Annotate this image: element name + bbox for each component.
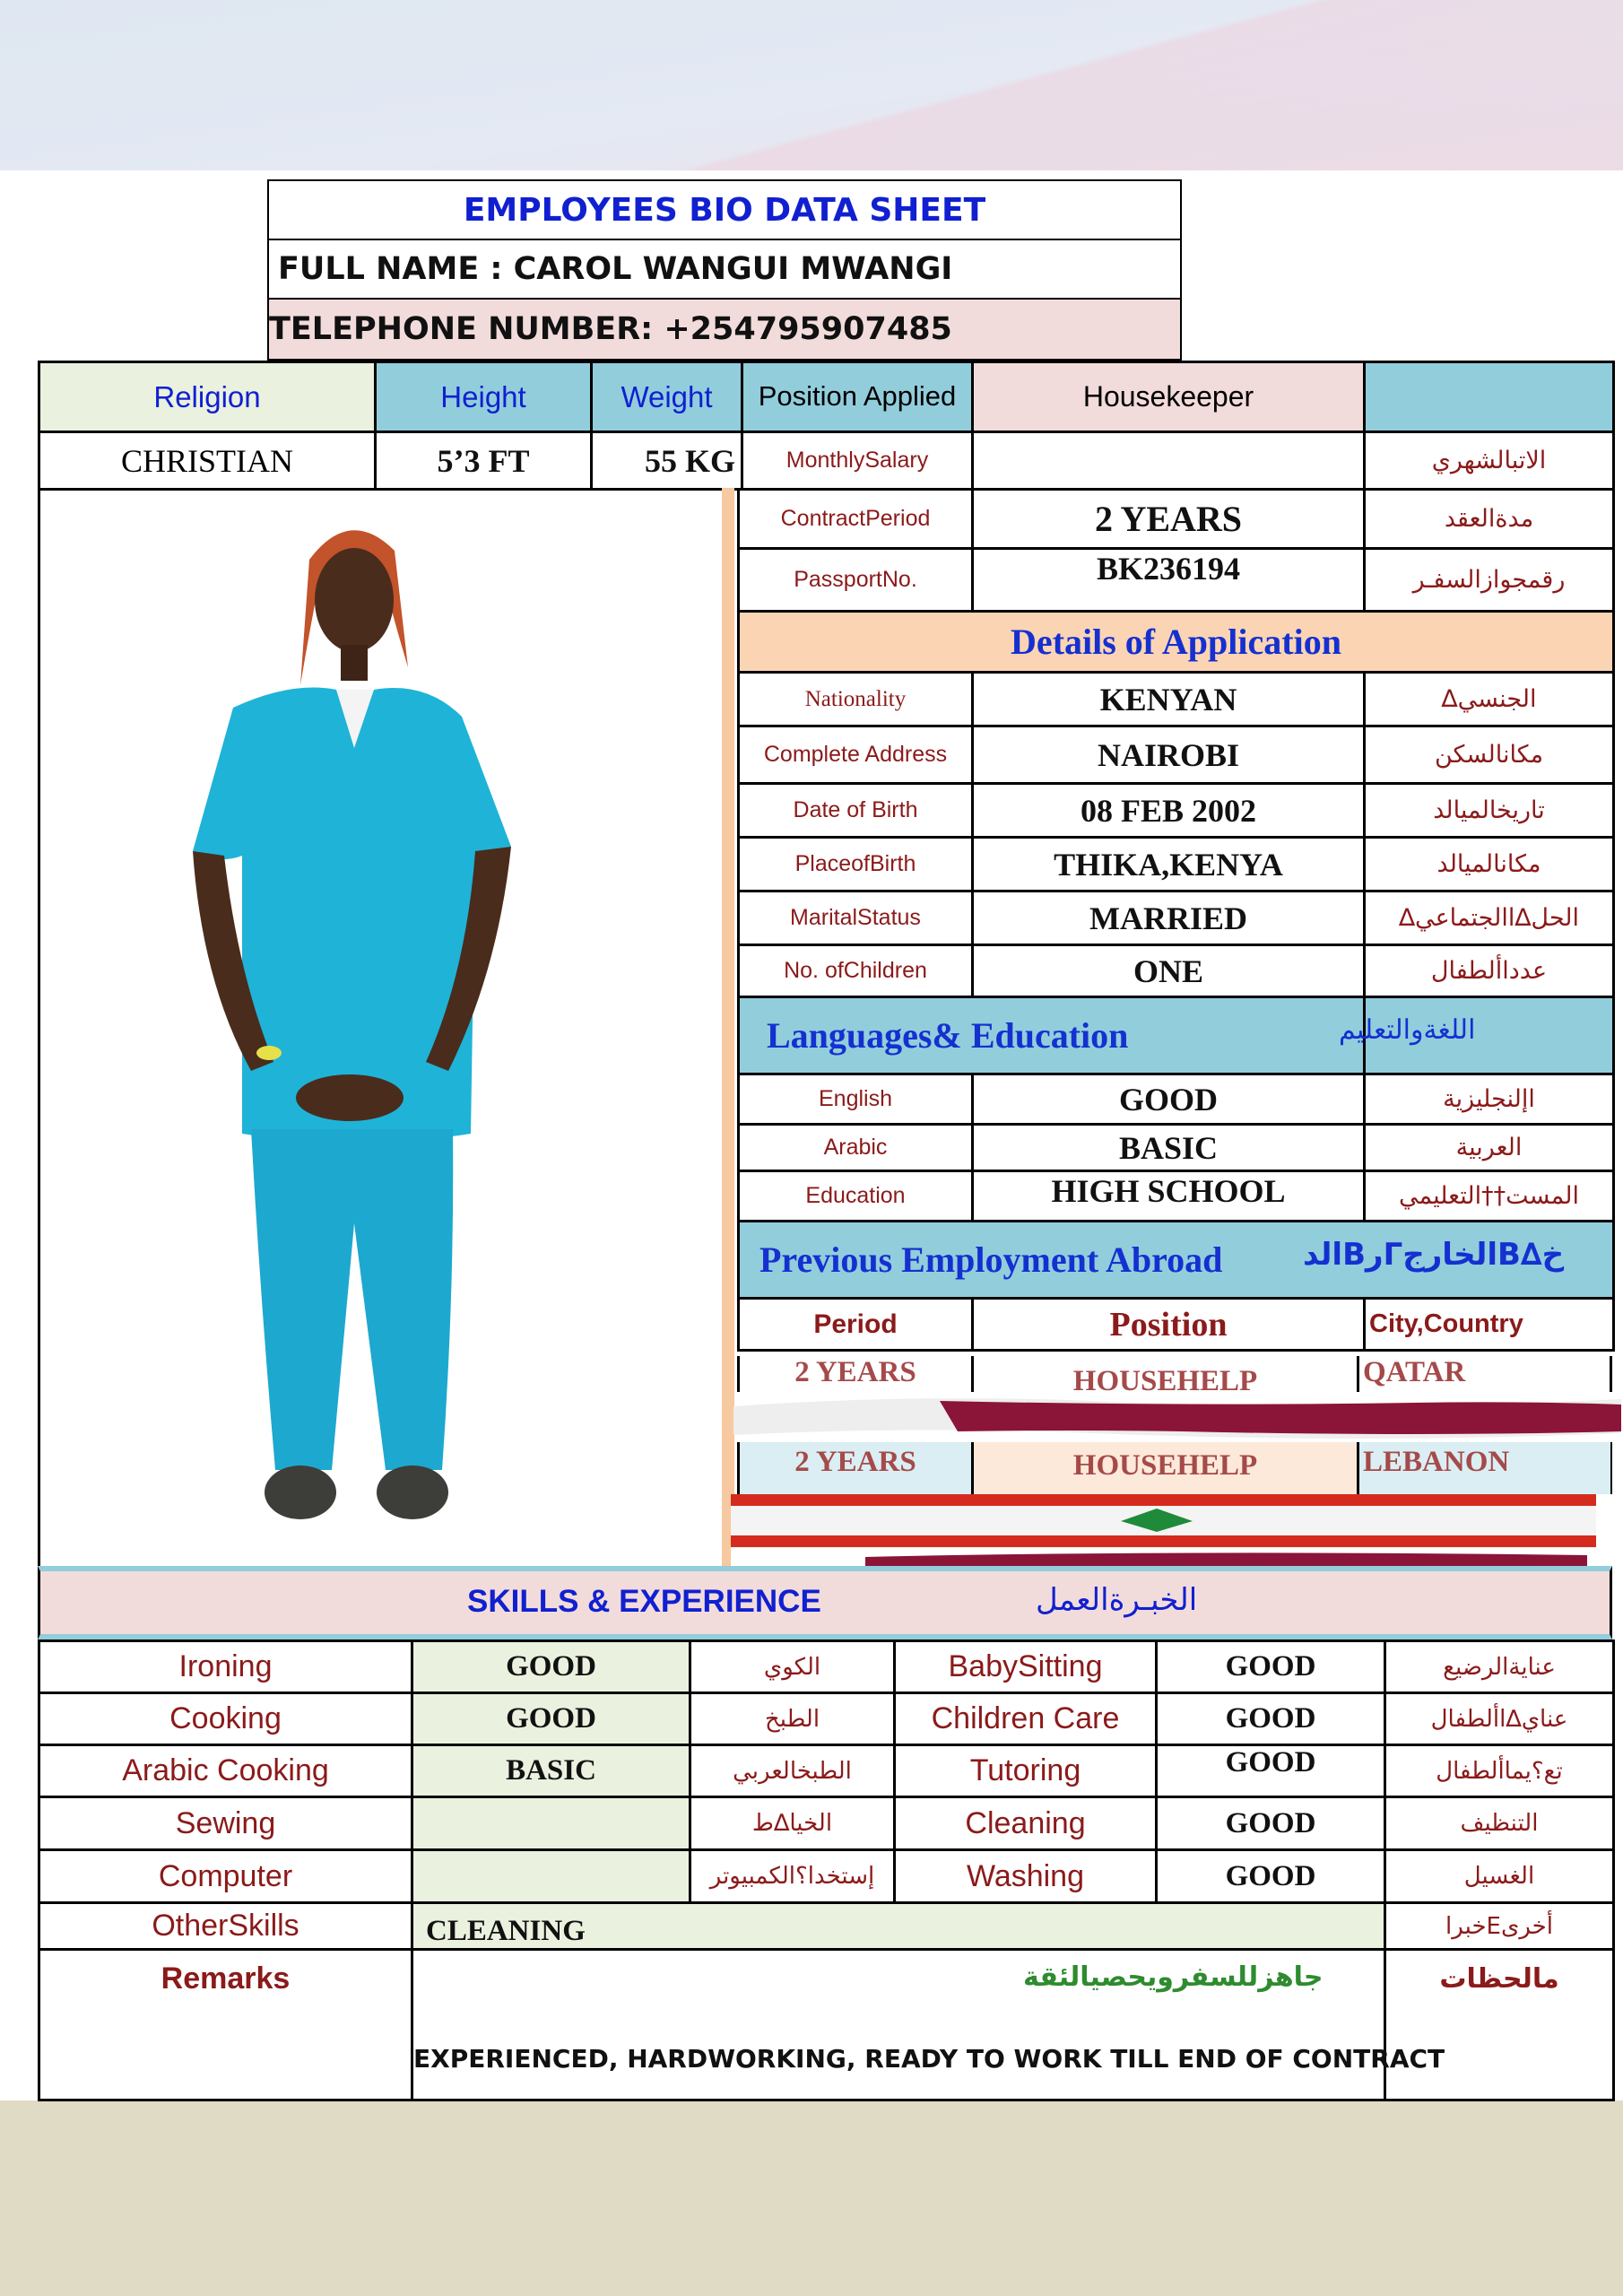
- qatar-flag-banner: [733, 1390, 1621, 1444]
- skill-arabic-cooking-value: BASIC: [412, 1745, 690, 1797]
- monthly-salary-value: [973, 432, 1365, 490]
- address-value: NAIROBI: [973, 726, 1365, 784]
- employment-row-1-period: 2 YEARS: [740, 1356, 974, 1392]
- address-label: Complete Address: [739, 726, 973, 784]
- position-header: Position: [973, 1299, 1365, 1351]
- nationality-arabic: الجنسي∆: [1365, 673, 1614, 726]
- passport-arabic: رقمجوازالسفـر: [1365, 549, 1614, 612]
- telephone-number: TELEPHONE NUMBER: +254795907485: [267, 298, 1182, 361]
- education-value: HIGH SCHOOL: [973, 1171, 1365, 1222]
- skill-babysitting-value: GOOD: [1157, 1641, 1385, 1693]
- skill-cooking-label: Cooking: [39, 1693, 412, 1745]
- employment-title-arabic: الدBرΓالخارجB∆خ: [1303, 1237, 1565, 1273]
- employment-row-2-position: HOUSEHELP: [974, 1442, 1359, 1494]
- remarks-content: [412, 1950, 1445, 2100]
- skills-section-title: SKILLS & EXPERIENCE: [467, 1584, 821, 1619]
- skill-cooking-value: GOOD: [412, 1693, 690, 1745]
- skills-section-header: [38, 1566, 1612, 1639]
- employment-row-2: [737, 1442, 1612, 1494]
- employment-title-text: Previous Employment Abroad: [759, 1239, 1223, 1280]
- employment-row-1: [737, 1356, 1612, 1397]
- nationality-value: KENYAN: [973, 673, 1365, 726]
- photo-frame: [38, 488, 726, 1569]
- address-arabic: مكانالسكن: [1365, 726, 1614, 784]
- marital-label: MaritalStatus: [739, 891, 973, 945]
- skill-sewing-value: [412, 1797, 690, 1850]
- period-header: Period: [739, 1299, 973, 1351]
- arabic-value: BASIC: [973, 1125, 1365, 1171]
- height-value: 5’3 FT: [376, 432, 592, 490]
- languages-arabic-text: اللغةوالتعليم: [1339, 1015, 1476, 1045]
- skill-washing-value: GOOD: [1157, 1850, 1385, 1903]
- children-arabic: عدداألطفال: [1365, 945, 1614, 997]
- weight-value: 55 KG: [592, 432, 742, 490]
- skill-washing-label: Washing: [895, 1850, 1157, 1903]
- arabic-label: Arabic: [739, 1125, 973, 1171]
- employment-row-1-city: QATAR: [1363, 1356, 1466, 1388]
- religion-value: CHRISTIAN: [39, 432, 376, 490]
- city-header: City,Country: [1365, 1299, 1614, 1351]
- bottom-decorative-band: [0, 2100, 1623, 2296]
- skill-cleaning-label: Cleaning: [895, 1797, 1157, 1850]
- nationality-label: Nationality: [739, 673, 973, 726]
- languages-section-arabic: [1339, 997, 1614, 1074]
- skill-sewing-label: Sewing: [39, 1797, 412, 1850]
- skill-tutoring-label: Tutoring: [895, 1745, 1157, 1797]
- skill-cooking-arabic: الطبخ: [690, 1693, 895, 1745]
- education-arabic: المست††التعليمي: [1365, 1171, 1614, 1222]
- skill-childcare-value: GOOD: [1157, 1693, 1385, 1745]
- skill-ironing-arabic: الكوي: [690, 1641, 895, 1693]
- remarks-arabic-label: مالحظات: [1385, 1950, 1614, 2100]
- employee-photo: [40, 488, 729, 1569]
- lebanon-flag-banner: [731, 1491, 1619, 1571]
- employment-section-title: [739, 1222, 1614, 1299]
- marital-arabic: الحل∆االجتماعي∆: [1365, 891, 1614, 945]
- skill-tutoring-value: GOOD: [1157, 1745, 1385, 1797]
- languages-section-title: Languages& Education: [739, 997, 1365, 1074]
- skill-computer-label: Computer: [39, 1850, 412, 1903]
- english-label: English: [739, 1074, 973, 1125]
- skill-tutoring-arabic: تع؟يماألطفال: [1385, 1745, 1614, 1797]
- skill-arabic-cooking-label: Arabic Cooking: [39, 1745, 412, 1797]
- top-decorative-band: [0, 0, 1623, 170]
- employment-row-2-city: LEBANON: [1359, 1442, 1610, 1494]
- contract-period-value: 2 YEARS: [973, 490, 1365, 549]
- skill-babysitting-arabic: عنايةالرضيع: [1385, 1641, 1614, 1693]
- contract-period-arabic: مدةالعقد: [1365, 490, 1614, 549]
- children-label: No. ofChildren: [739, 945, 973, 997]
- contract-period-label: ContractPeriod: [739, 490, 973, 549]
- passport-value: BK236194: [973, 549, 1365, 612]
- weight-label: Weight: [592, 362, 742, 432]
- details-section-title: Details of Application: [739, 612, 1614, 673]
- english-value: GOOD: [973, 1074, 1365, 1125]
- dob-label: Date of Birth: [739, 784, 973, 838]
- skill-computer-arabic: إستخدا؟الكمبيوتر: [690, 1850, 895, 1903]
- position-applied-label: Position Applied: [742, 362, 973, 432]
- dob-value: 08 FEB 2002: [973, 784, 1365, 838]
- other-skills-label: OtherSkills: [39, 1903, 412, 1950]
- position-arabic-cell: [1365, 362, 1614, 432]
- skill-arabic-cooking-arabic: الطبخالعربي: [690, 1745, 895, 1797]
- document-title: EMPLOYEES BIO DATA SHEET: [267, 179, 1182, 240]
- religion-label: Religion: [39, 362, 376, 432]
- full-name: FULL NAME : CAROL WANGUI MWANGI: [267, 239, 1182, 300]
- pob-arabic: مكانالميالد: [1365, 838, 1614, 891]
- skill-computer-value: [412, 1850, 690, 1903]
- other-skills-value: CLEANING: [412, 1903, 1385, 1950]
- skills-table: [38, 1639, 1615, 2101]
- remarks-arabic-line: جاهزللسفرويحصيالئقة: [1023, 1961, 1324, 1993]
- top-info-table: [38, 361, 1615, 491]
- other-skills-arabic: خبراEأخرى: [1385, 1903, 1614, 1950]
- employment-row-1-position: HOUSEHELP: [974, 1356, 1359, 1392]
- employment-row-2-period: 2 YEARS: [740, 1442, 974, 1494]
- pob-value: THIKA,KENYA: [973, 838, 1365, 891]
- details-table: [737, 488, 1615, 1352]
- skill-washing-arabic: الغسيل: [1385, 1850, 1614, 1903]
- marital-value: MARRIED: [973, 891, 1365, 945]
- skill-cleaning-value: GOOD: [1157, 1797, 1385, 1850]
- passport-label: PassportNo.: [739, 549, 973, 612]
- position-applied-value: Housekeeper: [973, 362, 1365, 432]
- remarks-text: EXPERIENCED, HARDWORKING, READY TO WORK TILL END OF CONTRACT: [413, 2044, 1445, 2074]
- children-value: ONE: [973, 945, 1365, 997]
- skills-section-arabic: الخبـرةالعمل: [1036, 1582, 1198, 1618]
- education-label: Education: [739, 1171, 973, 1222]
- skill-childcare-label: Children Care: [895, 1693, 1157, 1745]
- skill-childcare-arabic: عناي∆األطفال: [1385, 1693, 1614, 1745]
- monthly-salary-label: MonthlySalary: [742, 432, 973, 490]
- skill-ironing-label: Ironing: [39, 1641, 412, 1693]
- skill-babysitting-label: BabySitting: [895, 1641, 1157, 1693]
- photo-border-strip: [722, 488, 734, 1569]
- remarks-label: Remarks: [39, 1950, 412, 2100]
- height-label: Height: [376, 362, 592, 432]
- english-arabic: اإلنجليزية: [1365, 1074, 1614, 1125]
- monthly-salary-arabic: الاتبالشهري: [1365, 432, 1614, 490]
- skill-ironing-value: GOOD: [412, 1641, 690, 1693]
- skill-sewing-arabic: الخيا∆ط: [690, 1797, 895, 1850]
- pob-label: PlaceofBirth: [739, 838, 973, 891]
- arabic-arabic: العربية: [1365, 1125, 1614, 1171]
- skill-cleaning-arabic: التنظيف: [1385, 1797, 1614, 1850]
- dob-arabic: تاريخالميالد: [1365, 784, 1614, 838]
